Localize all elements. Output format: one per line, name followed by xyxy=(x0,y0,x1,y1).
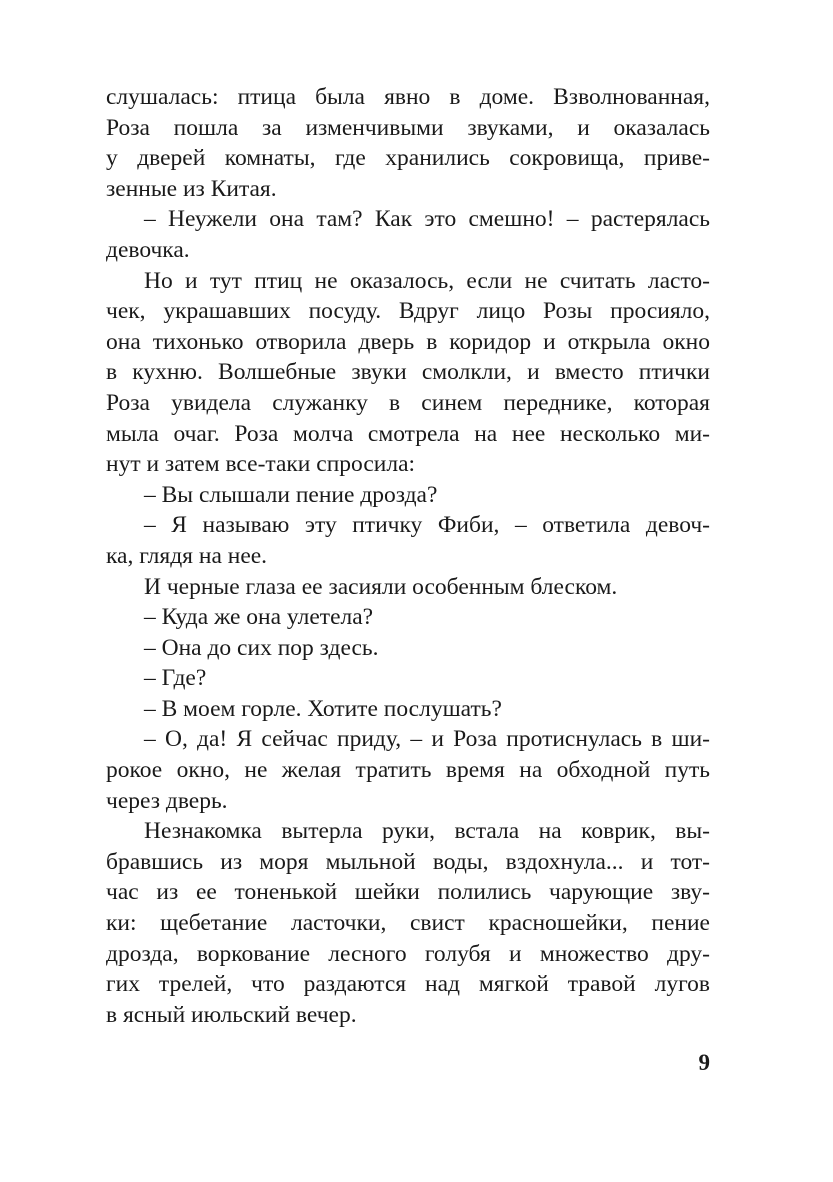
page-number: 9 xyxy=(698,1050,710,1075)
text-line: Роза увидела служанку в синем переднике, которая xyxy=(106,389,710,416)
text-line: – Она до сих пор здесь. xyxy=(144,634,379,661)
text-line: мыла очаг. Роза молча смотрела на нее несколько ми- xyxy=(106,420,710,447)
text-line: рокое окно, не желая тратить время на обходной путь xyxy=(106,757,710,784)
text-line: девочка. xyxy=(106,236,190,263)
text-line: Незнакомка вытерла руки, встала на коврик, вы- xyxy=(144,818,710,845)
text-line: – Куда же она улетела? xyxy=(144,604,374,631)
text-line: Но и тут птиц не оказалось, если не считать ласто- xyxy=(144,267,710,294)
text-line: – Где? xyxy=(144,665,207,692)
text-line: Роза пошла за изменчивыми звуками, и оказалась xyxy=(106,114,710,141)
text-line: дрозда, воркование лесного голубя и множество дру- xyxy=(106,940,710,967)
text-line: у дверей комнаты, где хранились сокровища, приве- xyxy=(106,145,710,172)
text-line: – В моем горле. Хотите послушать? xyxy=(144,695,502,722)
text-line: – Я называю эту птичку Фиби, – ответила девоч- xyxy=(144,512,710,539)
text-line: И черные глаза ее засияли особенным блеском. xyxy=(144,573,618,600)
page-body xyxy=(106,82,710,1030)
text-line: ка, глядя на нее. xyxy=(106,542,268,569)
text-line: в ясный июльский вечер. xyxy=(106,1001,357,1028)
text-line: нут и затем все-таки спросила: xyxy=(106,451,416,478)
text-line: – Неужели она там? Как это смешно! – растерялась xyxy=(144,206,710,233)
text-line: через дверь. xyxy=(106,787,228,814)
text-line: – Вы слышали пение дрозда? xyxy=(144,481,438,508)
text-line: гих трелей, что раздаются над мягкой травой лугов xyxy=(106,971,710,998)
text-line: бравшись из моря мыльной воды, вздохнула... и тот- xyxy=(106,848,710,875)
text-line: чек, украшавших посуду. Вдруг лицо Розы просияло, xyxy=(106,298,710,325)
text-line: ки: щебетание ласточки, свист красношейки, пение xyxy=(106,910,710,937)
text-line: слушалась: птица была явно в доме. Взволнованная, xyxy=(106,84,710,110)
text-line: час из ее тоненькой шейки полились чарующие зву- xyxy=(106,879,710,906)
text-line: зенные из Китая. xyxy=(106,175,277,202)
text-line: в кухню. Волшебные звуки смолкли, и вместо птички xyxy=(106,359,710,386)
text-line: она тихонько отворила дверь в коридор и открыла окно xyxy=(106,328,710,355)
text-line: – О, да! Я сейчас приду, – и Роза протиснулась в ши- xyxy=(144,726,710,753)
